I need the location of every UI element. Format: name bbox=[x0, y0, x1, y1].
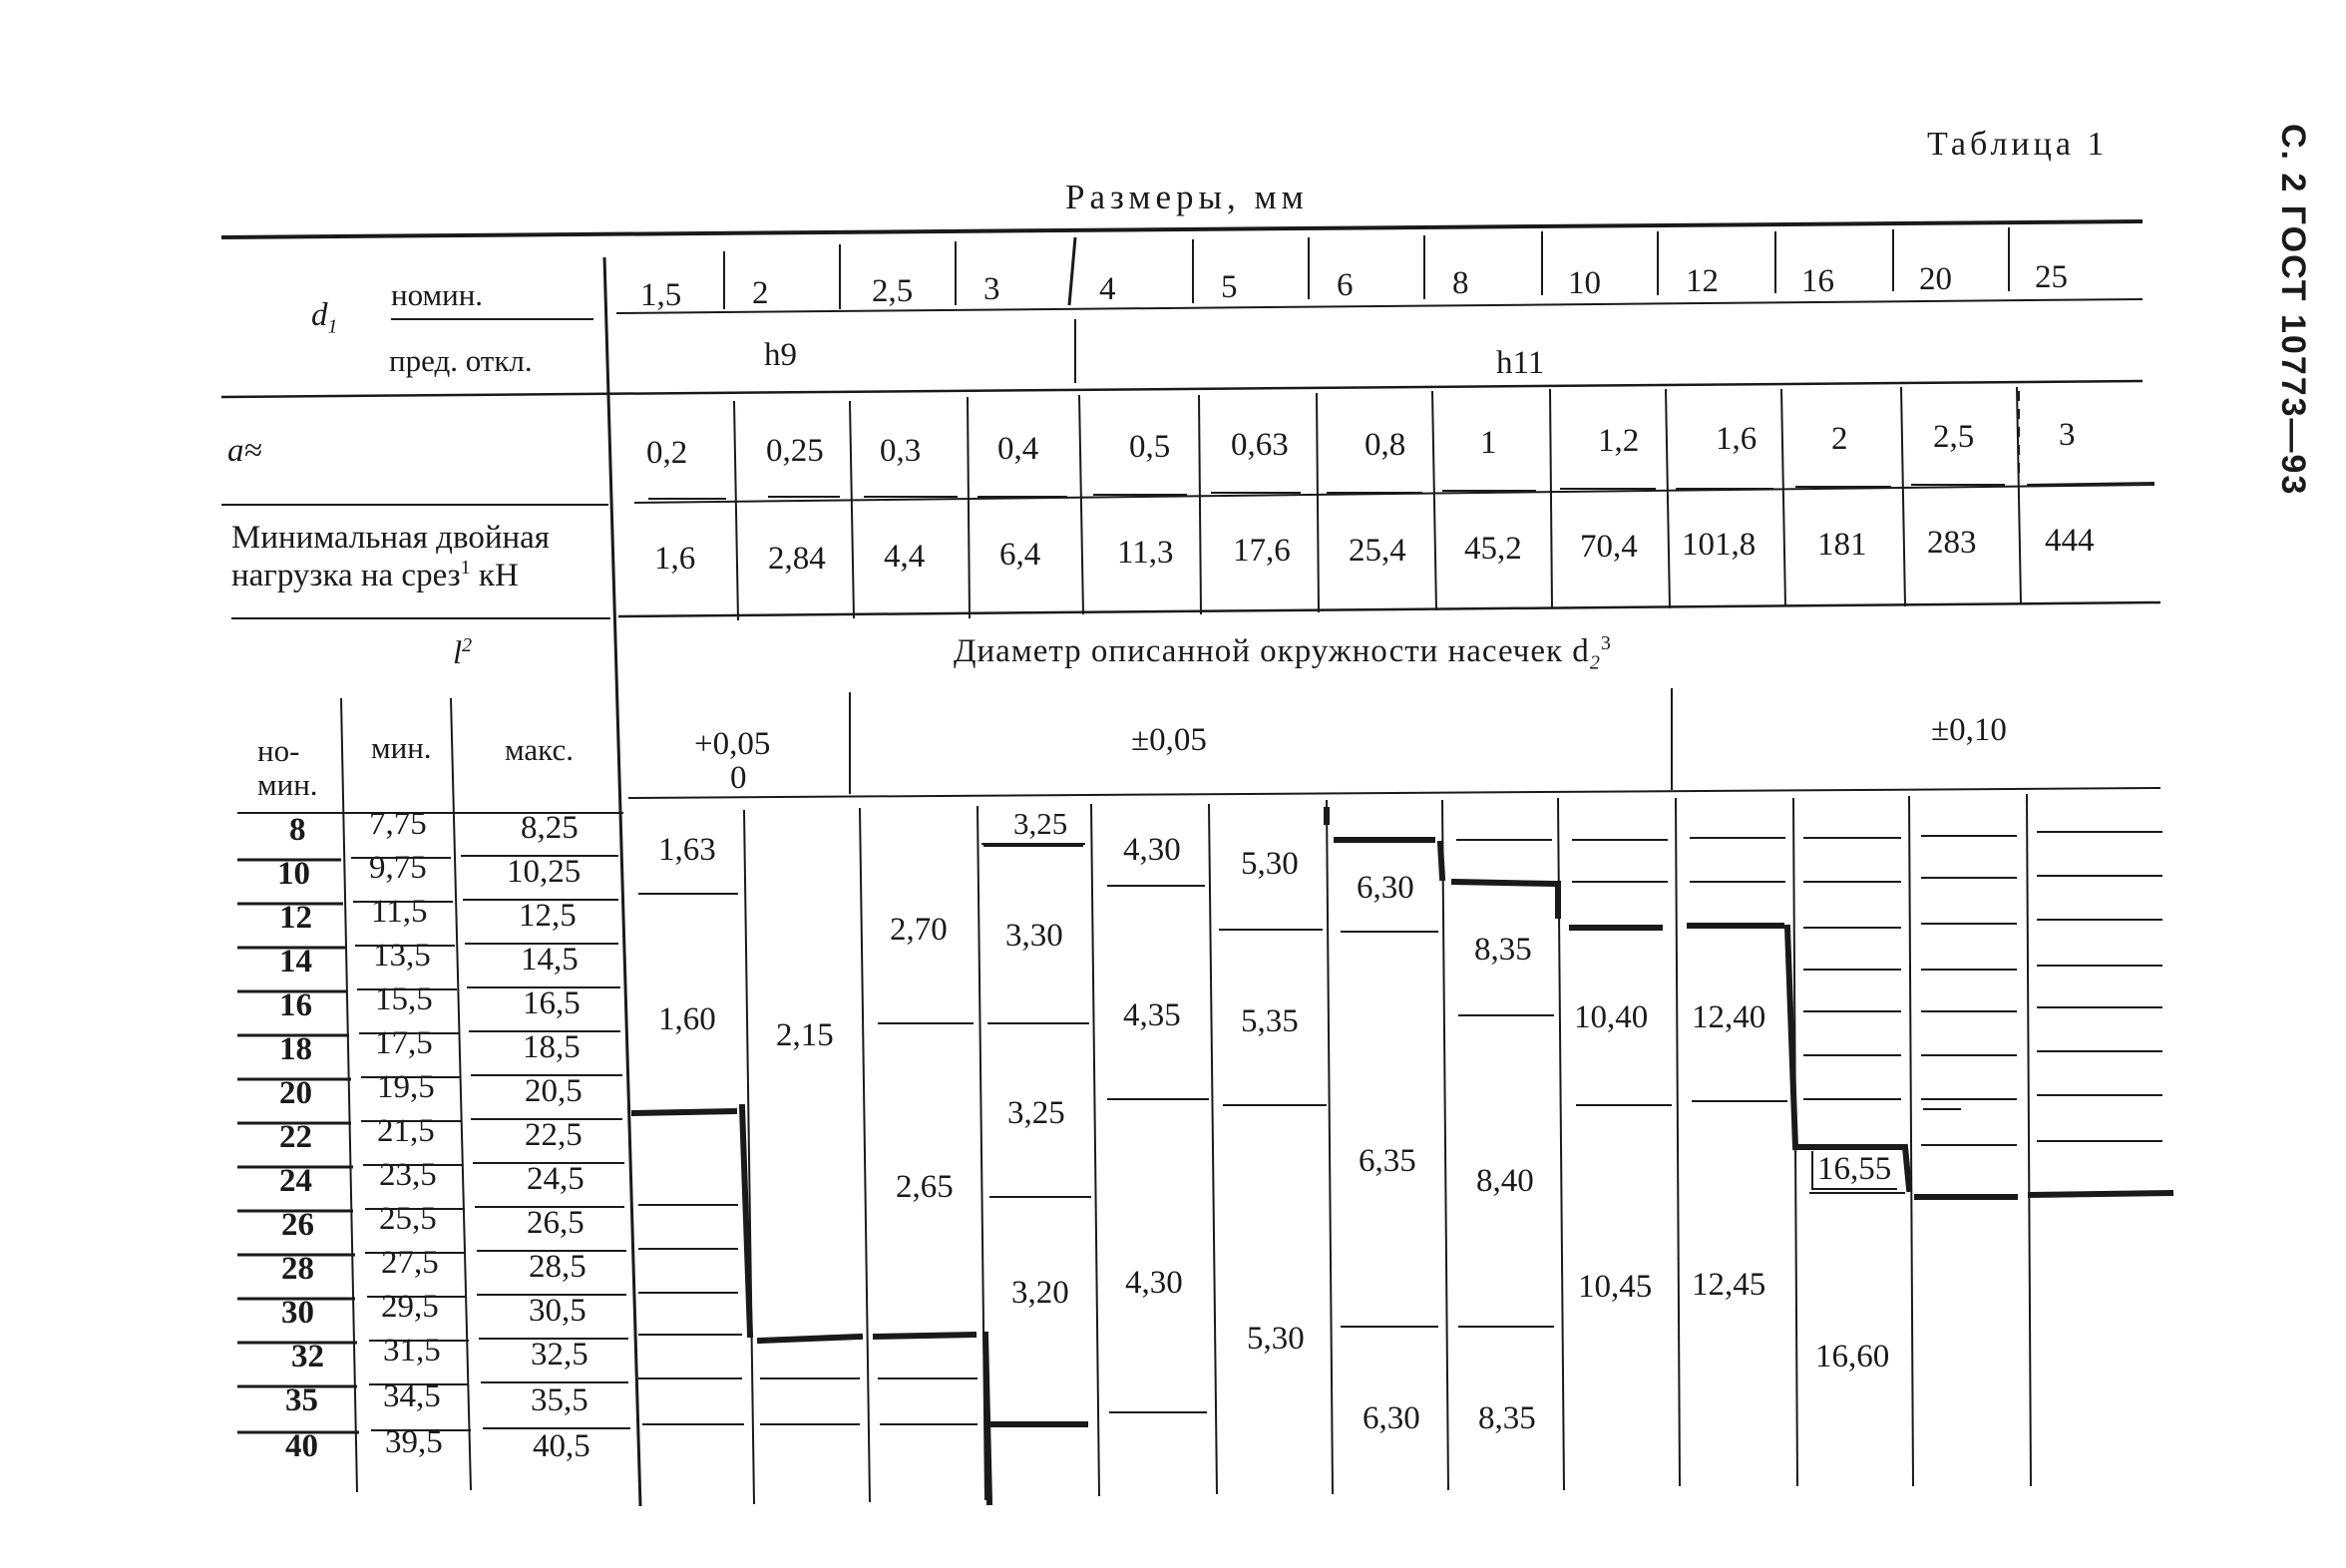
d1-value: 8 bbox=[1452, 265, 1469, 301]
l-min-cell: 17,5 bbox=[375, 1025, 433, 1061]
d1-value: 4 bbox=[1099, 271, 1116, 307]
d2-tolerance-1-lower: 0 bbox=[730, 760, 747, 796]
d2-value: 10,40 bbox=[1574, 999, 1649, 1035]
l-nominal-cell: 30 bbox=[281, 1295, 314, 1331]
d1-value: 10 bbox=[1568, 265, 1601, 301]
d2-value: 6,30 bbox=[1357, 870, 1414, 906]
a-value: 0,25 bbox=[766, 433, 824, 469]
d2-value: 2,65 bbox=[896, 1169, 954, 1205]
d2-value: 4,30 bbox=[1125, 1265, 1183, 1301]
l-max-cell: 30,5 bbox=[529, 1293, 586, 1329]
l-nominal-cell: 14 bbox=[279, 944, 312, 980]
l-min-cell: 9,75 bbox=[369, 850, 427, 886]
load-value: 70,4 bbox=[1580, 529, 1638, 565]
load-value: 444 bbox=[2045, 523, 2095, 559]
d2-value: 3,25 bbox=[1007, 806, 1073, 846]
load-label-line-1: Минимальная двойная bbox=[231, 520, 550, 556]
l-min-cell: 34,5 bbox=[383, 1378, 441, 1414]
l-nominal-cell: 18 bbox=[279, 1031, 312, 1067]
load-value: 11,3 bbox=[1117, 535, 1174, 571]
load-label bbox=[231, 520, 550, 593]
d2-value: 12,40 bbox=[1692, 999, 1766, 1035]
d2-value: 5,35 bbox=[1241, 1003, 1299, 1039]
l-min-cell: 15,5 bbox=[375, 981, 433, 1017]
d2-value: 4,35 bbox=[1123, 997, 1181, 1033]
l-nominal-cell: 28 bbox=[281, 1251, 314, 1287]
l-nominal-cell: 8 bbox=[289, 812, 306, 848]
load-value: 2,84 bbox=[768, 541, 826, 577]
l-nominal-label-line-2: мин. bbox=[257, 767, 318, 802]
d1-value: 16 bbox=[1801, 263, 1834, 299]
l-min-cell: 29,5 bbox=[381, 1289, 439, 1325]
d1-value: 12 bbox=[1686, 263, 1719, 299]
l-max-cell: 16,5 bbox=[523, 985, 581, 1021]
d2-value: 4,30 bbox=[1123, 832, 1181, 868]
l-nominal-cell: 20 bbox=[279, 1075, 312, 1111]
a-value: 2 bbox=[1831, 421, 1848, 457]
l-nominal-cell: 40 bbox=[285, 1428, 318, 1464]
l-max-cell: 26,5 bbox=[527, 1205, 585, 1241]
l-symbol: $l^2$ bbox=[453, 634, 473, 671]
d1-value: 2 bbox=[752, 275, 769, 311]
d1-value: 1,5 bbox=[640, 277, 682, 313]
d2-value: 1,60 bbox=[658, 1001, 716, 1037]
d2-value: 5,30 bbox=[1247, 1321, 1305, 1357]
d1-value: 20 bbox=[1919, 261, 1952, 297]
l-max-label: макс. bbox=[505, 732, 574, 767]
d2-tolerance-1: +0,05 bbox=[694, 726, 771, 762]
side-document-header: С. 2 ГОСТ 10773—93 bbox=[2274, 124, 2312, 497]
l-nominal-cell: 32 bbox=[291, 1339, 324, 1374]
l-min-cell: 11,5 bbox=[371, 894, 428, 930]
d2-header: Диаметр описанной окружности насечек $d_2^3$ bbox=[954, 632, 1612, 674]
l-nominal-cell: 35 bbox=[285, 1382, 318, 1418]
a-value: 0,63 bbox=[1231, 427, 1289, 463]
d1-value: 5 bbox=[1221, 269, 1238, 305]
d2-value: 3,20 bbox=[1011, 1275, 1069, 1311]
d1-tolerance-label: пред. откл. bbox=[389, 343, 533, 378]
l-nominal-cell: 22 bbox=[279, 1119, 312, 1155]
d2-value: 5,30 bbox=[1241, 846, 1299, 882]
l-max-cell: 24,5 bbox=[527, 1161, 585, 1197]
d1-tolerance-h9: h9 bbox=[764, 337, 797, 373]
load-value: 6,4 bbox=[999, 537, 1041, 573]
d1-nominal-label: номин. bbox=[391, 277, 484, 312]
a-value: 2,5 bbox=[1933, 419, 1975, 455]
l-nominal-cell: 10 bbox=[277, 856, 310, 892]
l-min-cell: 25,5 bbox=[379, 1201, 437, 1237]
l-min-cell: 39,5 bbox=[385, 1424, 443, 1460]
d2-value: 3,25 bbox=[1007, 1095, 1065, 1131]
load-value: 45,2 bbox=[1464, 531, 1522, 567]
d2-value: 12,45 bbox=[1692, 1267, 1766, 1303]
load-value: 283 bbox=[1927, 525, 1977, 561]
l-min-cell: 23,5 bbox=[379, 1157, 437, 1193]
l-nominal-label bbox=[257, 734, 318, 802]
a-value: 0,5 bbox=[1129, 429, 1171, 465]
l-min-cell: 7,75 bbox=[369, 806, 427, 842]
d1-value: 6 bbox=[1337, 267, 1354, 303]
l-min-label: мин. bbox=[371, 730, 432, 765]
l-max-cell: 12,5 bbox=[519, 898, 577, 934]
l-max-cell: 8,25 bbox=[521, 810, 579, 846]
l-max-cell: 35,5 bbox=[531, 1382, 588, 1418]
l-nominal-cell: 12 bbox=[279, 900, 312, 936]
a-value: 3 bbox=[2059, 417, 2076, 453]
d2-value: 1,63 bbox=[658, 832, 716, 868]
d2-value: 16,60 bbox=[1815, 1339, 1890, 1374]
d2-value: 2,15 bbox=[776, 1017, 834, 1053]
l-nominal-cell: 16 bbox=[279, 987, 312, 1023]
a-value: 0,2 bbox=[646, 435, 688, 471]
d2-value: 10,45 bbox=[1578, 1269, 1653, 1305]
l-max-cell: 28,5 bbox=[529, 1249, 586, 1285]
d1-value: 25 bbox=[2035, 259, 2068, 295]
a-value: 0,3 bbox=[880, 433, 922, 469]
a-value: 0,8 bbox=[1365, 427, 1406, 463]
d2-value: 8,40 bbox=[1476, 1163, 1534, 1199]
table-label: Таблица 1 bbox=[1927, 126, 2109, 163]
l-min-cell: 21,5 bbox=[377, 1113, 435, 1149]
load-value: 181 bbox=[1817, 527, 1867, 563]
l-max-cell: 22,5 bbox=[525, 1117, 583, 1153]
a-value: 0,4 bbox=[997, 431, 1039, 467]
d1-tolerance-h11: h11 bbox=[1496, 345, 1545, 381]
d2-value: 3,30 bbox=[1005, 918, 1063, 954]
a-label: a≈ bbox=[227, 433, 262, 469]
l-nominal-label-line-1: но- bbox=[257, 733, 300, 768]
load-value: 101,8 bbox=[1682, 527, 1757, 563]
l-min-cell: 19,5 bbox=[377, 1069, 435, 1105]
d2-value: 8,35 bbox=[1474, 932, 1532, 968]
load-value: 4,4 bbox=[884, 539, 926, 575]
l-max-cell: 10,25 bbox=[507, 854, 582, 890]
table-title: Размеры, мм bbox=[1065, 178, 1309, 216]
d2-value: 16,55 bbox=[1811, 1151, 1897, 1190]
l-min-cell: 31,5 bbox=[383, 1333, 441, 1369]
d2-tolerance-3: ±0,10 bbox=[1931, 712, 2007, 748]
l-nominal-cell: 26 bbox=[281, 1207, 314, 1243]
l-max-cell: 14,5 bbox=[521, 942, 579, 978]
load-value: 1,6 bbox=[654, 541, 696, 577]
a-value: 1 bbox=[1480, 425, 1497, 461]
load-value: 25,4 bbox=[1349, 533, 1406, 569]
l-min-cell: 27,5 bbox=[381, 1245, 439, 1281]
d1-symbol: $d_1$ bbox=[311, 297, 338, 338]
l-max-cell: 20,5 bbox=[525, 1073, 583, 1109]
l-nominal-cell: 24 bbox=[279, 1163, 312, 1199]
d1-value: 2,5 bbox=[872, 273, 914, 309]
d2-value: 8,35 bbox=[1478, 1400, 1536, 1436]
l-max-cell: 40,5 bbox=[533, 1428, 590, 1464]
load-label-line-2: нагрузка на срез$^1$ кН bbox=[231, 557, 519, 593]
d1-value: 3 bbox=[983, 271, 1000, 307]
a-value: 1,6 bbox=[1716, 421, 1758, 457]
l-min-cell: 13,5 bbox=[373, 938, 431, 974]
load-value: 17,6 bbox=[1233, 533, 1291, 569]
d2-tolerance-2: ±0,05 bbox=[1131, 722, 1207, 758]
d2-value: 2,70 bbox=[890, 912, 948, 948]
d2-value: 6,35 bbox=[1359, 1143, 1416, 1179]
l-max-cell: 32,5 bbox=[531, 1337, 588, 1372]
a-value: 1,2 bbox=[1598, 423, 1640, 459]
l-max-cell: 18,5 bbox=[523, 1029, 581, 1065]
d2-value: 6,30 bbox=[1363, 1400, 1420, 1436]
